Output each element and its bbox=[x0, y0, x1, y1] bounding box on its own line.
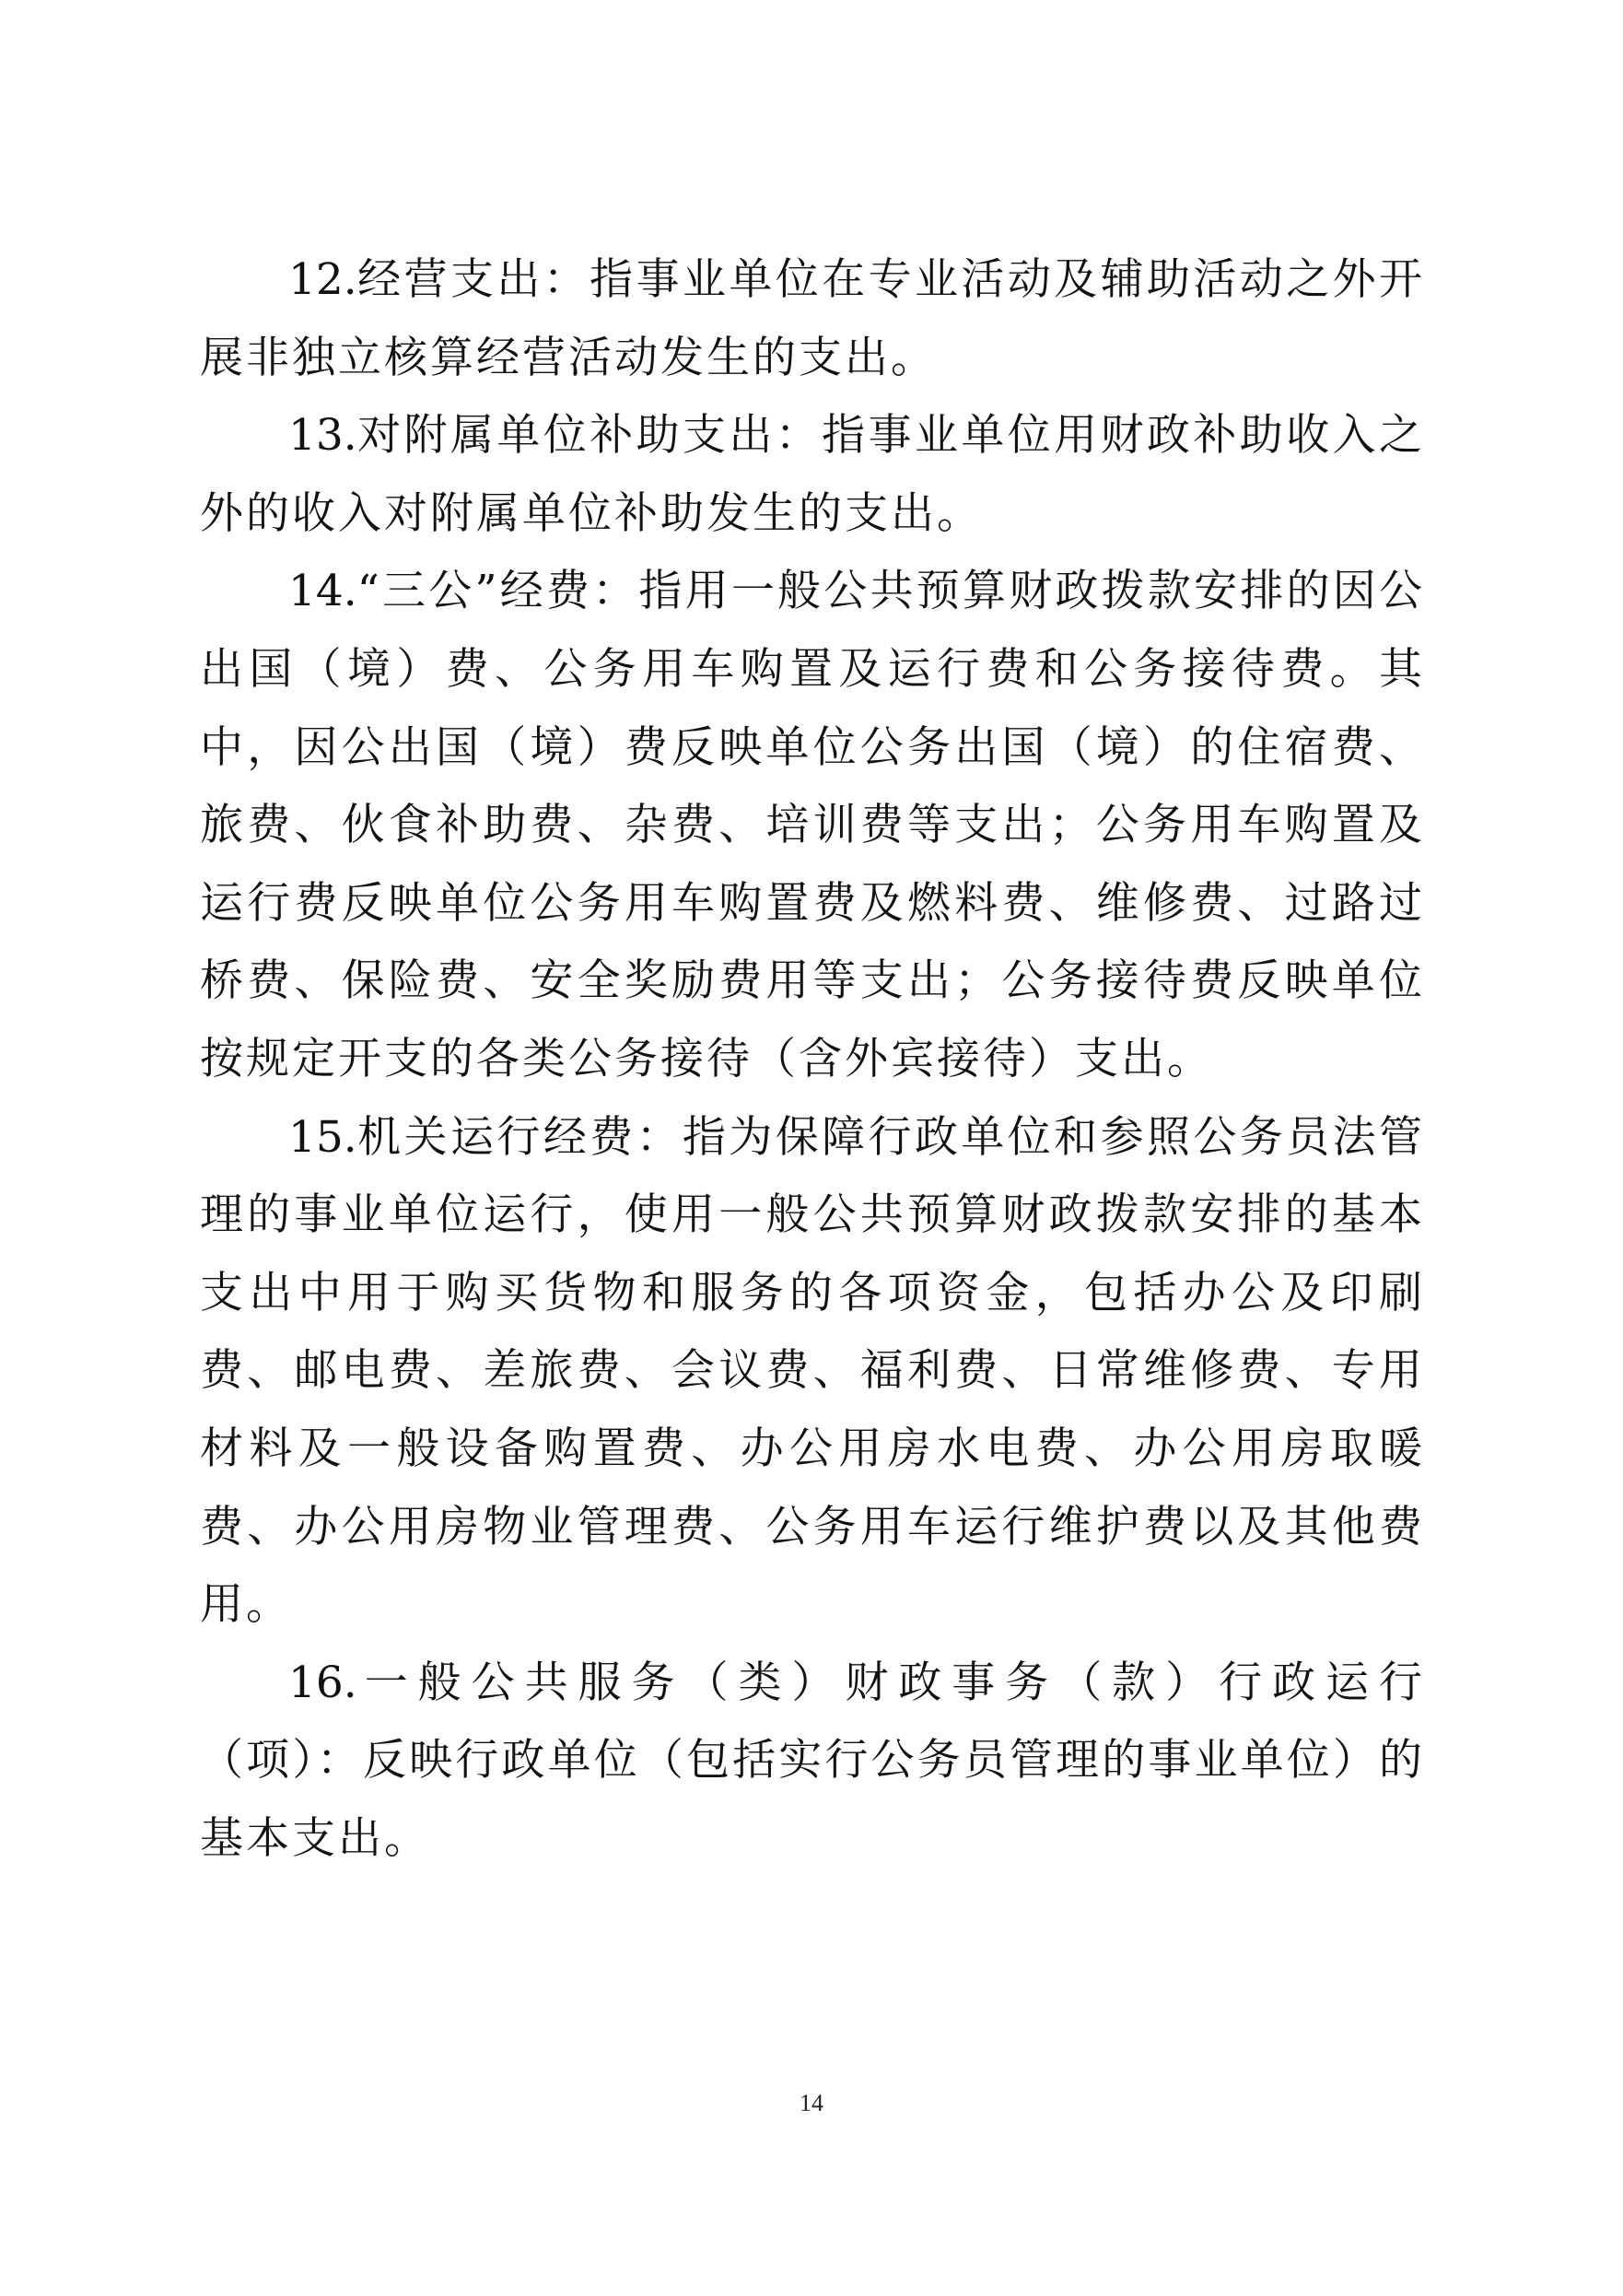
page-number: 14 bbox=[800, 2090, 823, 2116]
paragraph-12 bbox=[200, 241, 1425, 397]
paragraph-number: 14. bbox=[288, 566, 357, 617]
paragraph-text: 经营支出：指事业单位在专业活动及辅助活动之外开展非独立核算经营活动发生的支出。 bbox=[200, 254, 1425, 383]
document-body bbox=[200, 241, 1425, 1878]
paragraph-number: 15. bbox=[288, 1111, 357, 1163]
paragraph-text: 机关运行经费：指为保障行政单位和参照公务员法管理的事业单位运行，使用一般公共预算财政拨款安排的基本支出中用于购买货物和服务的各项资金，包括办公及印刷费、邮电费、差旅费、会议费、福利费、日常维修费、专用材料及一般设备购置费、办公用房水电费、办公用房取暖费、办公用房物业管理费、公务用车运行维护费以及其他费用。 bbox=[200, 1111, 1425, 1631]
paragraph-15 bbox=[200, 1099, 1425, 1645]
paragraph-text: 对附属单位补助支出：指事业单位用财政补助收入之外的收入对附属单位补助发生的支出。 bbox=[200, 410, 1425, 539]
paragraph-13 bbox=[200, 397, 1425, 553]
paragraph-text: “三公”经费：指用一般公共预算财政拨款安排的因公出国（境）费、公务用车购置及运行费和公务接待费。其中，因公出国（境）费反映单位公务出国（境）的住宿费、旅费、伙食补助费、杂费、培训费等支出；公务用车购置及运行费反映单位公务用车购置费及燃料费、维修费、过路过桥费、保险费、安全奖励费用等支出；公务接待费反映单位按规定开支的各类公务接待（含外宾接待）支出。 bbox=[200, 566, 1425, 1084]
paragraph-number: 16. bbox=[288, 1657, 357, 1708]
paragraph-16 bbox=[200, 1645, 1425, 1879]
paragraph-14 bbox=[200, 553, 1425, 1098]
paragraph-number: 13. bbox=[288, 410, 357, 462]
paragraph-number: 12. bbox=[288, 254, 357, 305]
paragraph-text: 一般公共服务（类）财政事务（款）行政运行（项）：反映行政单位（包括实行公务员管理的事业单位）的基本支出。 bbox=[200, 1657, 1425, 1864]
